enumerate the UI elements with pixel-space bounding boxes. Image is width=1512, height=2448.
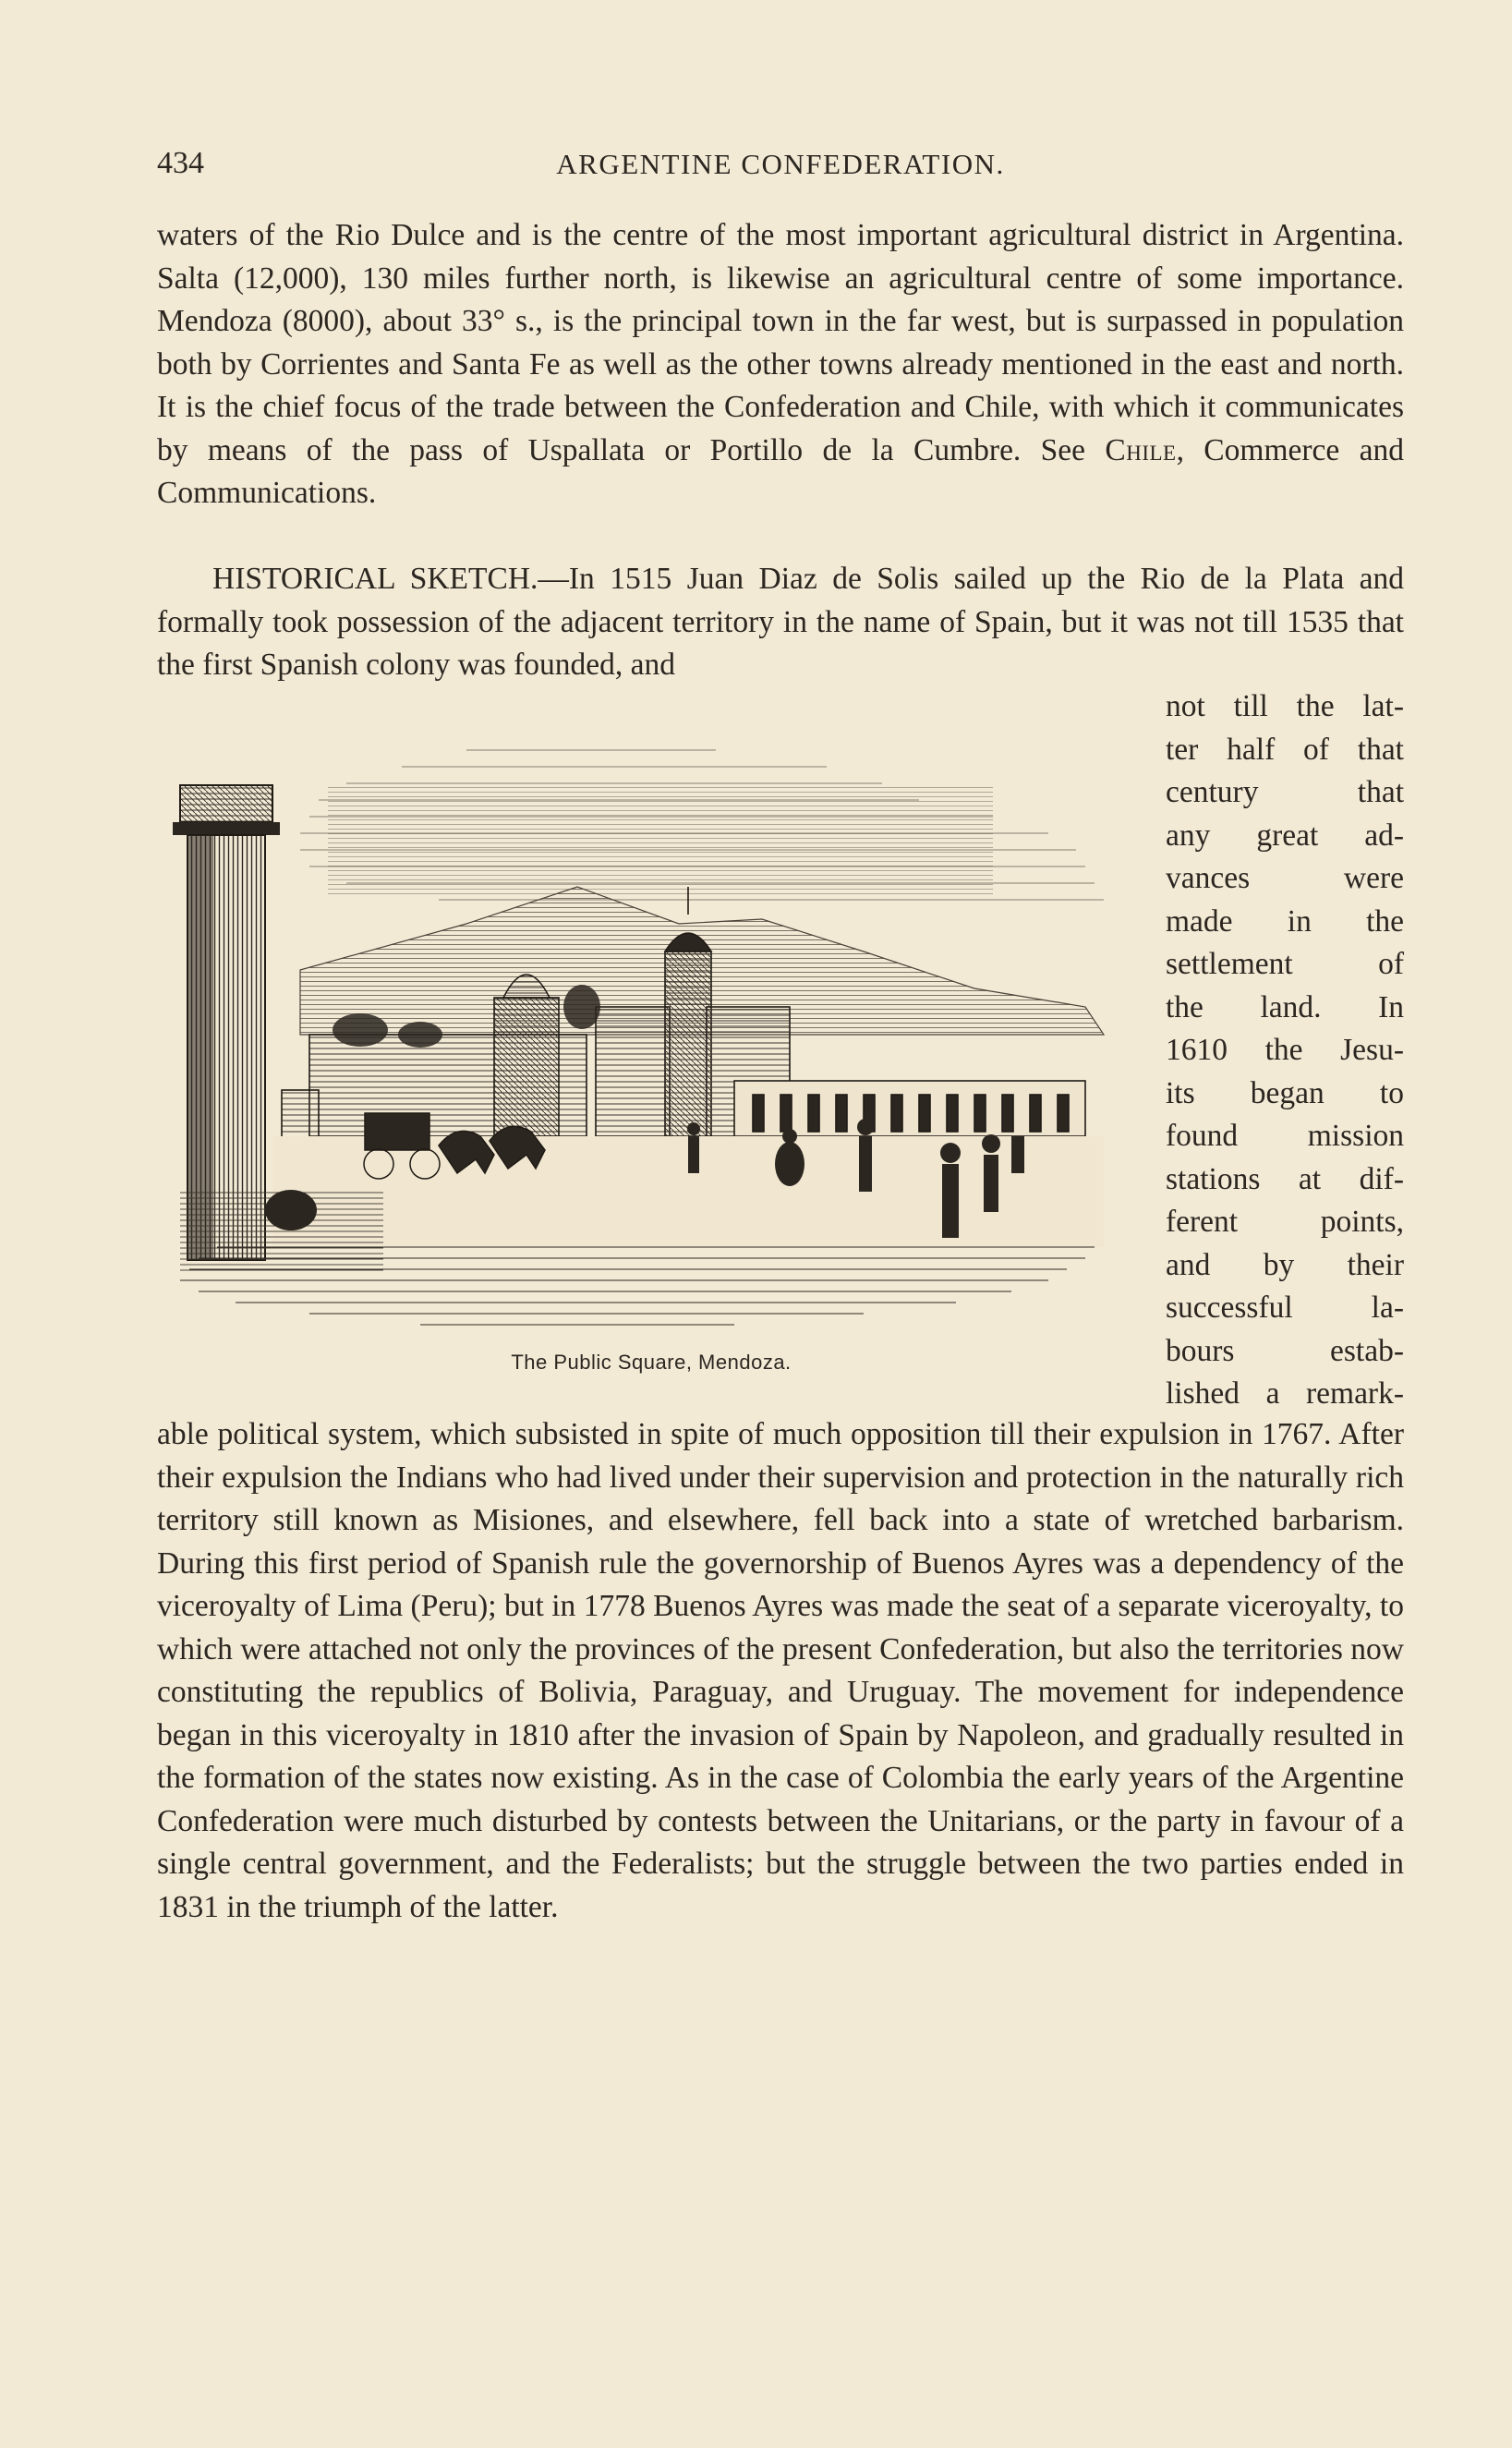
float-line: stations at dif- bbox=[1166, 1161, 1404, 1196]
stone-column bbox=[173, 785, 280, 1260]
float-line: settlement of bbox=[1166, 947, 1404, 981]
engraving-illustration bbox=[162, 730, 1141, 1339]
figure-caption: The Public Square, Mendoza. bbox=[511, 1351, 792, 1374]
float-line: found mission bbox=[1166, 1119, 1404, 1153]
float-line: and by their bbox=[1166, 1247, 1404, 1282]
cloud-shading bbox=[328, 785, 993, 896]
float-line: the land. In bbox=[1166, 989, 1404, 1024]
float-line: vances were bbox=[1166, 861, 1404, 895]
chile-reference: Chile bbox=[1105, 432, 1177, 467]
float-line: ter half of that bbox=[1166, 732, 1404, 767]
float-line: bours estab- bbox=[1166, 1333, 1404, 1368]
text-beside-figure bbox=[1166, 685, 1404, 1416]
paragraph-historical-sketch bbox=[157, 558, 1404, 687]
float-line: century that bbox=[1166, 775, 1404, 809]
float-line: its began to bbox=[1166, 1075, 1404, 1110]
page-header bbox=[157, 146, 1404, 192]
engraving-public-square-mendoza bbox=[162, 730, 1141, 1339]
paragraph-mendoza-text: waters of the Rio Dulce and is the centre of the most important agricultural district in Argentina. Salta (12,000), 130 miles further north, is likewise an agricultural centre of some importance. Mendoza (8000), about 33° s., is the principal town in the far west, but is surpassed in population both by Corrientes and Santa Fe as well as the other towns already mentioned in the east and north. It is the chief focus of the trade between the Confederation and Chile, with which it communicates by means of the pass of Uspallata or Portillo de la Cumbre. See bbox=[157, 218, 1404, 467]
section-heading: HISTORICAL SKETCH. bbox=[212, 562, 538, 596]
float-line: made in the bbox=[1166, 903, 1404, 939]
paragraph-jesuits-and-independence: able political system, which subsisted in spite of much opposition till their expulsion in 1767. After their expulsion the Indians who had lived under their supervision and protection in the naturally rich territory still known as Misiones, and elsewhere, fell back into a state of wretched barbarism. During this first period of Spanish rule the governorship of Buenos Ayres was a dependency of the viceroyalty of Lima (Peru); but in 1778 Buenos Ayres was made the seat of a separate viceroyalty, to which were attached not only the provinces of the present Confederation, but also the territories now constituting the republics of Bolivia, Paraguay, and Uruguay. The movement for independence began in this viceroyalty in 1810 after the invasion of Spain by Napoleon, and gradually resulted in the formation of the states now existing. As in the case of Colombia the early years of the Argentine Confederation were much disturbed by contests between the Unitarians, or the party in favour of a single central government, and the Federalists; but the struggle between the two parties ended in 1831 in the triumph of the latter. bbox=[157, 1417, 1404, 1924]
running-head: ARGENTINE CONFEDERATION. bbox=[556, 148, 1005, 180]
float-line: ferent points, bbox=[1166, 1205, 1404, 1239]
float-line: any great ad- bbox=[1166, 818, 1404, 853]
float-line: 1610 the Jesu- bbox=[1166, 1033, 1404, 1067]
float-line: lished a remark- bbox=[1166, 1376, 1404, 1411]
float-line: successful la- bbox=[1166, 1291, 1404, 1325]
paragraph-mendoza bbox=[157, 214, 1404, 515]
page-number: 434 bbox=[157, 146, 204, 180]
float-line: not till the lat- bbox=[1166, 689, 1404, 723]
paragraph-mendoza-end: , Commerce and Communications. bbox=[157, 432, 1404, 510]
paragraph-historical-text: —In 1515 Juan Diaz de Solis sailed up the Rio de la Plata and formally took possession of the adjacent territory in the name of Spain, but it was not till 1535 that the first Spanish colony was founded, and bbox=[157, 562, 1404, 682]
